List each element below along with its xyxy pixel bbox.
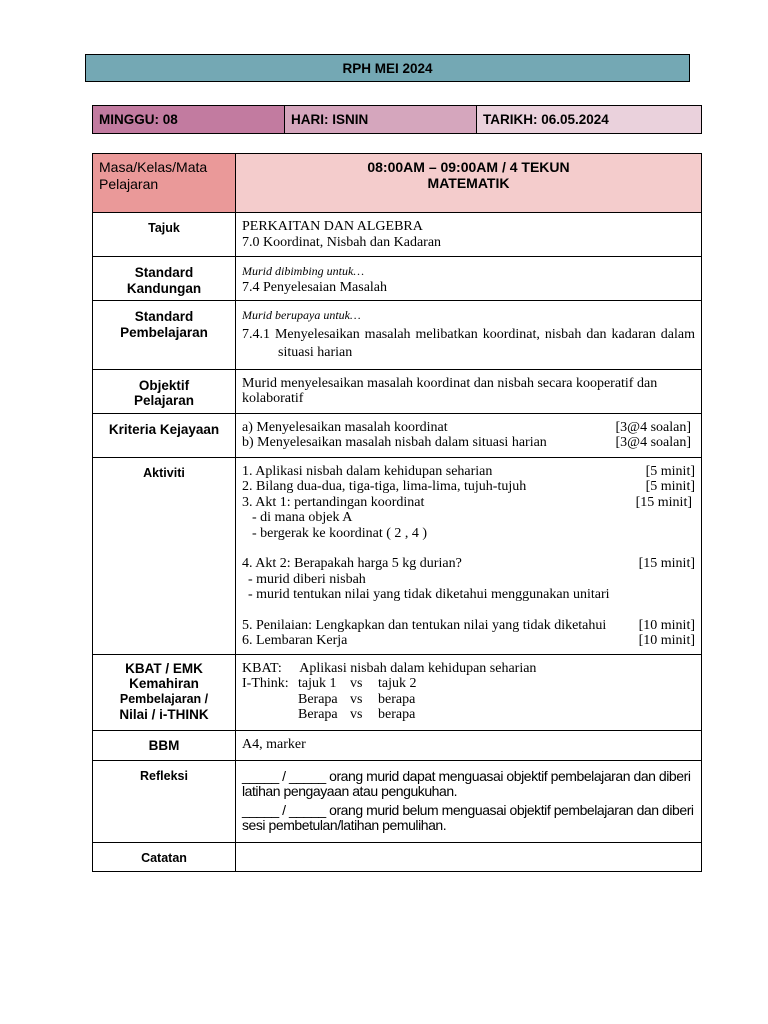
- standard-kandungan-value: [236, 257, 702, 301]
- refleksi-label: Refleksi: [93, 760, 236, 842]
- kriteria-item: a) Menyelesaikan masalah koordinat [3@4 soalan]: [242, 419, 691, 435]
- tarikh-cell: TARIKH: 06.05.2024: [477, 106, 701, 133]
- header-value: [236, 154, 702, 213]
- lesson-plan-table: [92, 153, 702, 872]
- hari-cell: HARI: ISNIN: [285, 106, 477, 133]
- catatan-row: [93, 842, 702, 871]
- ithink-grid: I-Think: tajuk 1 vs tajuk 2 Berapa vs berapa Berapa vs berapa: [242, 676, 417, 722]
- tajuk-label: Tajuk: [93, 213, 236, 257]
- kriteria-row: [93, 413, 702, 457]
- aktiviti-line: 4. Akt 2: Berapakah harga 5 kg durian? [15 minit]: [242, 556, 695, 571]
- standard-pembelajaran-row: [93, 301, 702, 370]
- kbat-value: [236, 654, 702, 730]
- tajuk-row: [93, 213, 702, 257]
- kbat-label: KBAT / EMK Kemahiran Pembelajaran / Nilai / i-THINK: [93, 654, 236, 730]
- aktiviti-subline: - murid diberi nisbah: [248, 571, 366, 587]
- time-class-line: 08:00AM – 09:00AM / 4 TEKUN: [367, 159, 570, 175]
- pembelajaran-text-2: situasi harian: [278, 345, 353, 360]
- catatan-label: Catatan: [93, 842, 236, 871]
- aktiviti-label: Aktiviti: [93, 457, 236, 654]
- kbat-row: [93, 654, 702, 730]
- aktiviti-subline: - di mana objek A: [252, 510, 353, 525]
- aktiviti-row: [93, 457, 702, 654]
- aktiviti-line: 5. Penilaian: Lengkapkan dan tentukan nilai yang tidak diketahui [10 minit]: [242, 617, 695, 633]
- aktiviti-subline: - murid tentukan nilai yang tidak diketahui menggunakan unitari: [248, 587, 610, 602]
- standard-kandungan-label: Standard Kandungan: [93, 257, 236, 301]
- refleksi-row: [93, 760, 702, 842]
- minggu-cell: MINGGU: 08: [93, 106, 285, 133]
- refleksi-para-1: _____ / _____ orang murid dapat menguasai objektif pembelajaran dan diberi latihan pengayaan atau pengukuhan.: [242, 767, 691, 799]
- kriteria-label: Kriteria Kejayaan: [93, 413, 236, 457]
- kandungan-text: 7.4 Penyelesaian Masalah: [242, 279, 388, 295]
- tajuk-line-1: PERKAITAN DAN ALGEBRA: [242, 219, 423, 234]
- aktiviti-subline: - bergerak ke koordinat ( 2 , 4 ): [252, 525, 428, 541]
- header-row: [93, 154, 702, 213]
- subject-line: MATEMATIK: [427, 174, 510, 191]
- aktiviti-line: 2. Bilang dua-dua, tiga-tiga, lima-lima, tujuh-tujuh [5 minit]: [242, 479, 695, 494]
- aktiviti-line: 1. Aplikasi nisbah dalam kehidupan seharian [5 minit]: [242, 463, 695, 479]
- standard-pembelajaran-label: Standard Pembelajaran: [93, 301, 236, 370]
- pembelajaran-text: 7.4.1 Menyelesaikan masalah melibatkan koordinat, nisbah dan kadaran dalam: [242, 326, 695, 342]
- kriteria-value: [236, 413, 702, 457]
- refleksi-para-2: _____ / _____ orang murid belum menguasai objektif pembelajaran dan diberi sesi pembetulan/latihan pemulihan.: [242, 801, 694, 833]
- standard-pembelajaran-value: [236, 301, 702, 370]
- tajuk-line-2: 7.0 Koordinat, Nisbah dan Kadaran: [242, 234, 442, 250]
- aktiviti-line: 3. Akt 1: pertandingan koordinat [15 minit]: [242, 494, 692, 510]
- pembelajaran-note: Murid berupaya untuk…: [242, 308, 361, 322]
- info-row: [92, 105, 702, 134]
- kriteria-item: b) Menyelesaikan masalah nisbah dalam situasi harian [3@4 soalan]: [242, 435, 691, 450]
- document-title: RPH MEI 2024: [85, 54, 690, 82]
- objektif-text: Murid menyelesaikan masalah koordinat dan nisbah secara kooperatif dan kolaboratif: [242, 375, 658, 406]
- aktiviti-value: [236, 457, 702, 654]
- refleksi-value: [236, 760, 702, 842]
- bbm-value: A4, marker: [236, 730, 702, 760]
- bbm-row: [93, 730, 702, 760]
- aktiviti-line: 6. Lembaran Kerja [10 minit]: [242, 633, 695, 648]
- objektif-row: [93, 369, 702, 413]
- catatan-value: [236, 842, 702, 871]
- kbat-line: KBAT: Aplikasi nisbah dalam kehidupan seharian: [242, 660, 537, 676]
- header-label: Masa/Kelas/Mata Pelajaran: [93, 154, 236, 213]
- objektif-value: [236, 369, 702, 413]
- bbm-label: BBM: [93, 730, 236, 760]
- standard-kandungan-row: [93, 257, 702, 301]
- kandungan-note: Murid dibimbing untuk…: [242, 264, 364, 278]
- objektif-label: Objektif Pelajaran: [93, 369, 236, 413]
- tajuk-value: [236, 213, 702, 257]
